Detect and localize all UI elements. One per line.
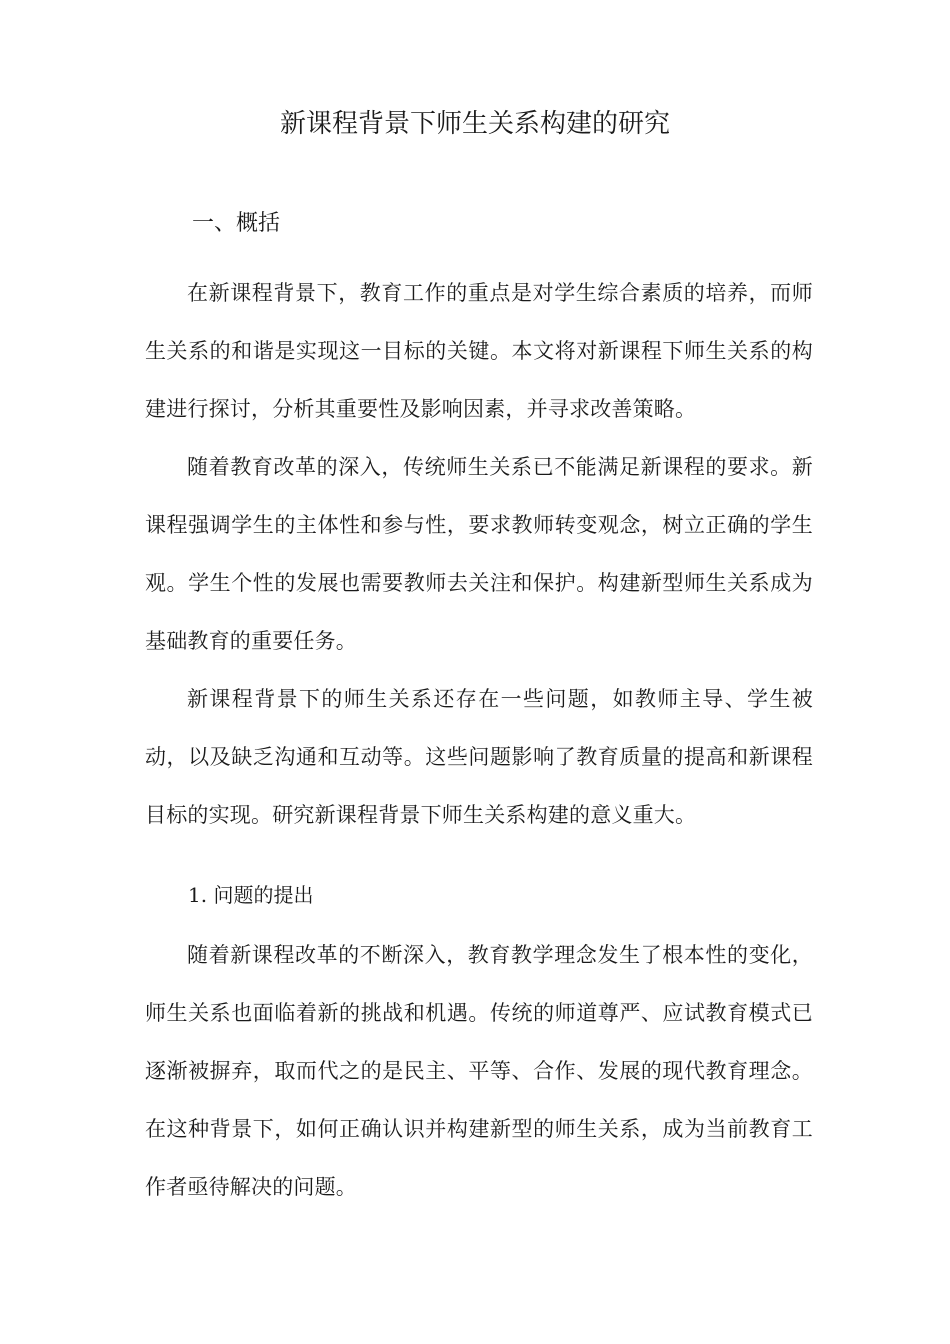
paragraph: 新课程背景下的师生关系还存在一些问题，如教师主导、学生被动，以及缺乏沟通和互动等。这些问题影响了教育质量的提高和新课程目标的实现。研究新课程背景下师生关系构建的意义重大。 bbox=[145, 687, 813, 827]
subsection-heading-problem: 1. 问题的提出 bbox=[188, 883, 314, 907]
document-title: 新课程背景下师生关系构建的研究 bbox=[279, 109, 670, 139]
paragraph: 随着教育改革的深入，传统师生关系已不能满足新课程的要求。新课程强调学生的主体性和参与性，要求教师转变观念，树立正确的学生观。学生个性的发展也需要教师去关注和保护。构建新型师生关系成为基础教育的重要任务。 bbox=[145, 455, 813, 653]
paragraph: 在新课程背景下，教育工作的重点是对学生综合素质的培养，而师生关系的和谐是实现这一目标的关键。本文将对新课程下师生关系的构建进行探讨，分析其重要性及影响因素，并寻求改善策略。 bbox=[145, 281, 813, 421]
paragraph: 随着新课程改革的不断深入，教育教学理念发生了根本性的变化，师生关系也面临着新的挑战和机遇。传统的师道尊严、应试教育模式已逐渐被摒弃，取而代之的是民主、平等、合作、发展的现代教育理念。在这种背景下，如何正确认识并构建新型的师生关系，成为当前教育工作者亟待解决的问题。 bbox=[145, 943, 813, 1199]
section-heading-overview: 一、概括 bbox=[192, 211, 281, 236]
